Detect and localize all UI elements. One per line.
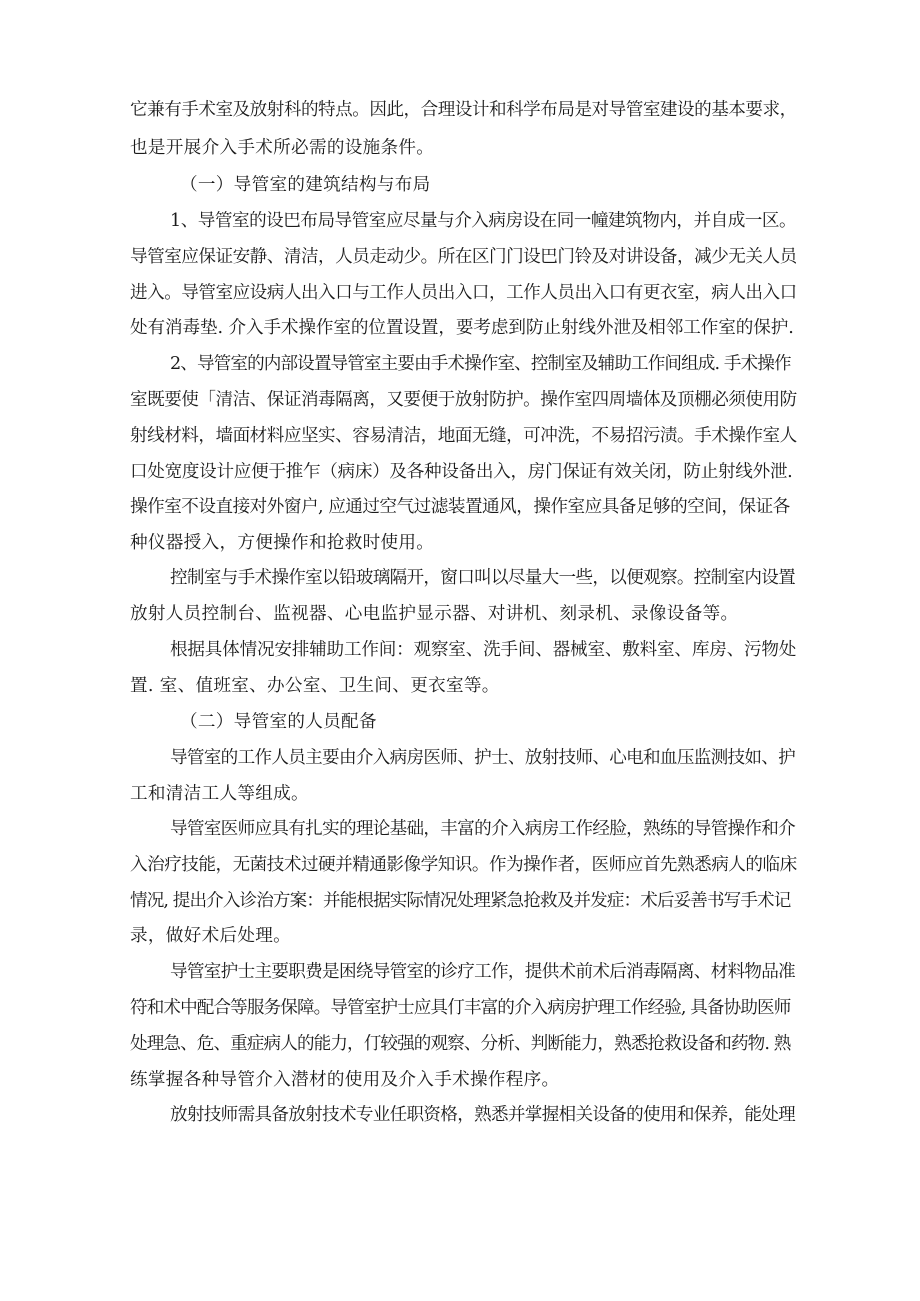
text-line: 导管室医师应具有扎实的理论基础，丰富的介入病房工作经脸，熟练的导管操作和介 bbox=[170, 819, 796, 839]
text-line: 录，做好术后处理。 bbox=[130, 926, 292, 946]
text-line: 导管室的工作人员主要由介入病房医师、护士、放射技师、心电和血压监测技如、护 bbox=[170, 748, 796, 768]
text-line: 进入。导管室应设病人出入口与工作人员出入口，工作人员出入口有更衣室，病人出入口 bbox=[130, 283, 797, 303]
text-line: 根据具体情况安排辅助工作间：观察室、洗手间、器械室、敷料室、库房、污物处 bbox=[170, 640, 797, 660]
text-line: 控制室与手术操作室以铅玻璃隔开，窗口叫以尽量大一些，以便观察。控制室内设置 bbox=[170, 568, 796, 588]
section-heading: （二）导管室的人员配备 bbox=[180, 712, 377, 732]
text-line: 操作室不设直接对外窗户, 应通过空气过滤装置通风，操作室应具备足够的空间，保证各 bbox=[130, 497, 790, 517]
text-line: 导管室护士主要职费是困绕导管室的诊疗工作，提供术前术后消毒隔离、材料物品准 bbox=[170, 962, 796, 982]
text-line: 情况, 提出介入诊治方案：并能根据实际情况处理紧急抢救及并发症：术后妥善书写手术记 bbox=[130, 891, 791, 911]
text-line: 置. 室、值班室、办公室、卫生间、更衣室等。 bbox=[130, 676, 500, 696]
text-line: 处有消毒垫. 介入手术操作室的位置设置，要考虑到防止射线外泄及相邻工作室的保护. bbox=[130, 318, 794, 338]
section-heading: （一）导管室的建筑结构与布局 bbox=[180, 175, 431, 195]
text-line: 放射技师需具备放射技术专业任职资格，熟悉并掌握相关设备的使用和保养，能处理 bbox=[170, 1105, 796, 1125]
text-line: 符和术中配合等服务保障。导管室护士应具仃丰富的介入病房护理工作经验, 具备协助医师 bbox=[130, 998, 791, 1018]
text-line: 练掌握各种导管介入潜材的使用及介入手术操作程序。 bbox=[130, 1070, 560, 1090]
text-line: 射线材料，墙面材料应坚实、容易清洁，地面无缝，可冲洗，不易招污渍。手术操作室人 bbox=[130, 426, 797, 446]
text-line: 导管室应保证安静、清洁，人员走动少。所在区门门设巴门铃及对讲设备，减少无关人员 bbox=[130, 247, 797, 267]
text-line: 2、导管室的内部设置导管室主要由手术操作室、控制室及辅助工作间组成. 手术操作 bbox=[170, 354, 791, 374]
text-line: 处理急、危、重症病人的能力，仃较强的观察、分析、判断能力，熟悉抢救设备和药物. 熟 bbox=[130, 1034, 791, 1054]
text-line: 室既要使「清洁、保证消毒隔离，又要便于放射防护。操作室四周墙体及顶棚必须使用防 bbox=[130, 390, 797, 410]
text-line: 工和清洁工人等组成。 bbox=[130, 784, 309, 804]
text-line: 口处宽度设计应便于推乍（病床）及各种设备出入，房门保证有效关闭，防止射线外泄. bbox=[130, 462, 793, 482]
text-line: 入治疗技能，无菌技术过硬并精通影像学知识。作为操作者，医师应首先熟悉病人的临床 bbox=[130, 855, 797, 875]
text-line: 也是开展介入手术所必需的设施条件。 bbox=[130, 138, 435, 158]
text-line: 放射人员控制台、监视器、心电监护显示器、对讲机、刻录机、录像设备等。 bbox=[130, 604, 739, 624]
text-line: 1、导管室的设巴布局导管室应尽量与介入病房设在同一幢建筑物内，并自成一区。 bbox=[170, 211, 797, 231]
text-line: 它兼有手术室及放射科的特点。因此，合理设计和科学布局是对导管室建设的基本要求， bbox=[130, 100, 797, 120]
text-line: 种仪器授入，方便操作和抢救时使用。 bbox=[130, 533, 435, 553]
